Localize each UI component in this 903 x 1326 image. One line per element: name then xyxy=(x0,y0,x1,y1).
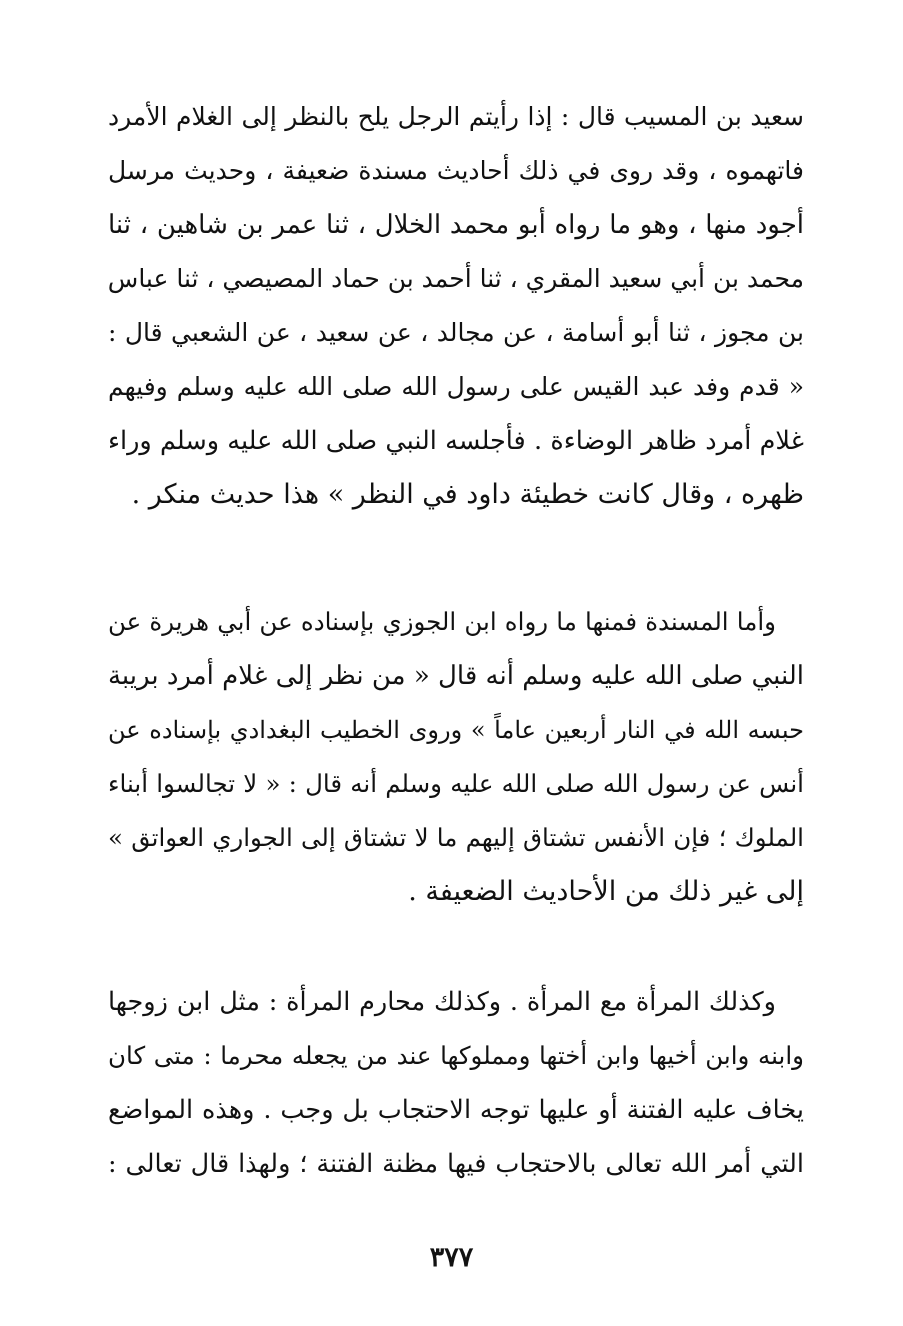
text-line: وكذلك المرأة مع المرأة . وكذلك محارم المرأة : مثل ابن زوجها xyxy=(108,987,776,1017)
text-line: حبسه الله في النار أربعين عاماً » وروى الخطيب البغدادي بإسناده عن xyxy=(108,716,804,744)
text-line: « قدم وفد عبد القيس على رسول الله صلى الله عليه وسلم وفيهم xyxy=(108,372,804,401)
text-line: ظهره ، وقال كانت خطيئة داود في النظر » هذا حديث منكر . xyxy=(131,479,804,510)
text-line: سعيد بن المسيب قال : إذا رأيتم الرجل يلح بالنظر إلى الغلام الأمرد xyxy=(108,102,804,131)
text-line: محمد بن أبي سعيد المقري ، ثنا أحمد بن حماد المصيصي ، ثنا عباس xyxy=(107,264,804,293)
text-line: إلى غير ذلك من الأحاديث الضعيفة . xyxy=(408,876,804,907)
paragraph-2 xyxy=(108,595,804,919)
text-line: أنس عن رسول الله صلى الله عليه وسلم أنه قال : « لا تجالسوا أبناء xyxy=(108,769,804,798)
text-line: النبي صلى الله عليه وسلم أنه قال « من نظر إلى غلام أمرد بريبة xyxy=(107,661,804,691)
text-line: وابنه وابن أخيها وابن أختها ومملوكها عند من يجعله محرما : متى كان xyxy=(108,1041,804,1070)
text-line: وأما المسندة فمنها ما رواه ابن الجوزي بإسناده عن أبي هريرة عن xyxy=(108,607,776,636)
text-line: غلام أمرد ظاهر الوضاءة . فأجلسه النبي صلى الله عليه وسلم وراء xyxy=(108,426,804,456)
page-number: ٣٧٧ xyxy=(429,1242,474,1273)
text-line: يخاف عليه الفتنة أو عليها توجه الاحتجاب بل وجب . وهذه المواضع xyxy=(108,1095,804,1125)
text-line: التي أمر الله تعالى بالاحتجاب فيها مظنة الفتنة ؛ ولهذا قال تعالى : xyxy=(108,1149,804,1179)
text-line: أجود منها ، وهو ما رواه أبو محمد الخلال ، ثنا عمر بن شاهين ، ثنا xyxy=(108,210,804,240)
text-line: الملوك ؛ فإن الأنفس تشتاق إليهم ما لا تشتاق إلى الجواري العواتق » xyxy=(108,823,804,852)
paragraph-3 xyxy=(108,975,804,1191)
text-line: بن مجوز ، ثنا أبو أسامة ، عن مجالد ، عن سعيد ، عن الشعبي قال : xyxy=(108,318,804,347)
text-line: فاتهموه ، وقد روى في ذلك أحاديث مسندة ضعيفة ، وحديث مرسل xyxy=(108,156,804,185)
paragraph-1 xyxy=(108,90,804,522)
